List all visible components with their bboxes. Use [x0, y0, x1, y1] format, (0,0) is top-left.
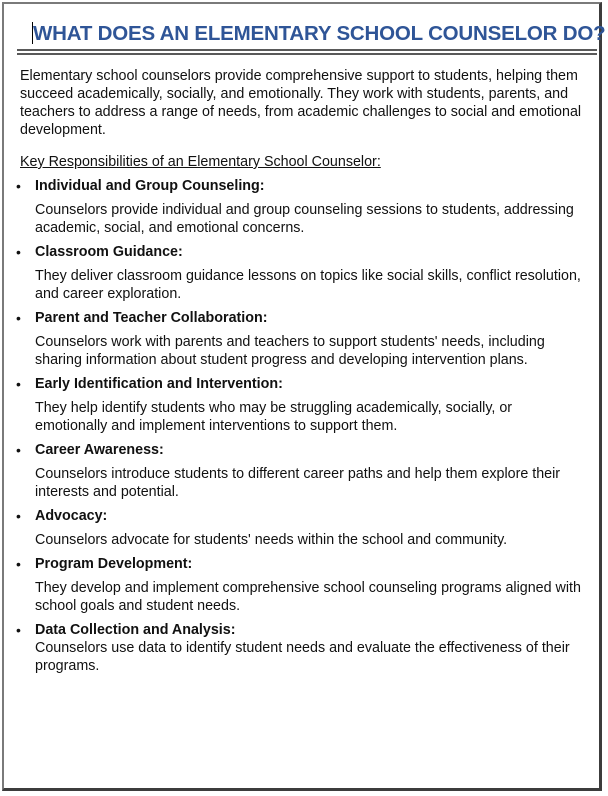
- list-item-title: Early Identification and Intervention:: [35, 376, 283, 392]
- bullet-icon: •: [16, 310, 21, 326]
- list-item[interactable]: [16, 375, 588, 435]
- title-underline-rule: [17, 49, 597, 51]
- intro-paragraph[interactable]: Elementary school counselors provide comprehensive support to students, helping them succeed academically, socially, and emotionally. They work with students, parents, and teachers to address a range of needs, from academic challenges to social and emotional development.: [20, 68, 582, 138]
- list-item[interactable]: [16, 507, 588, 549]
- list-item[interactable]: [16, 621, 588, 675]
- list-item-title: Data Collection and Analysis:: [35, 622, 236, 638]
- bullet-icon: •: [16, 442, 21, 458]
- list-item[interactable]: [16, 309, 588, 369]
- list-item-description: They help identify students who may be struggling academically, socially, or emotionally and implement interventions to support them.: [35, 400, 513, 434]
- list-item[interactable]: [16, 555, 588, 615]
- bullet-icon: •: [16, 178, 21, 194]
- list-item-title: Advocacy:: [35, 508, 108, 524]
- list-item-description: Counselors introduce students to different career paths and help them explore their interests and potential.: [35, 466, 561, 500]
- list-item-title: Individual and Group Counseling:: [35, 178, 265, 194]
- bullet-icon: •: [16, 556, 21, 572]
- list-item-title: Parent and Teacher Collaboration:: [35, 310, 268, 326]
- list-item-description: Counselors work with parents and teachers to support students' needs, including sharing information about student progress and developing intervention plans.: [35, 334, 545, 368]
- list-item[interactable]: [16, 243, 588, 303]
- bullet-icon: •: [16, 622, 21, 638]
- list-item[interactable]: [16, 177, 588, 237]
- bullet-icon: •: [16, 508, 21, 524]
- list-item-description: They deliver classroom guidance lessons on topics like social skills, conflict resolution, and career exploration.: [35, 268, 581, 302]
- page-title[interactable]: WHAT DOES AN ELEMENTARY SCHOOL COUNSELOR DO?: [33, 22, 606, 45]
- bullet-icon: •: [16, 376, 21, 392]
- list-item-description: Counselors advocate for students' needs within the school and community.: [35, 532, 508, 548]
- list-item[interactable]: [16, 441, 588, 501]
- section-heading[interactable]: Key Responsibilities of an Elementary School Counselor:: [20, 154, 381, 170]
- document-body[interactable]: [16, 67, 588, 681]
- list-item-description: Counselors use data to identify student needs and evaluate the effectiveness of their programs.: [35, 640, 570, 674]
- title-underline-rule-double: [17, 53, 597, 55]
- list-item-title: Classroom Guidance:: [35, 244, 183, 260]
- list-item-title: Program Development:: [35, 556, 193, 572]
- bullet-icon: •: [16, 244, 21, 260]
- title-block: [17, 19, 606, 56]
- responsibilities-list: [16, 177, 588, 675]
- document-page: [2, 2, 606, 791]
- list-item-description: Counselors provide individual and group counseling sessions to students, addressing academic, social, and emotional concerns.: [35, 202, 574, 236]
- list-item-title: Career Awareness:: [35, 442, 164, 458]
- list-item-description: They develop and implement comprehensive school counseling programs aligned with school goals and student needs.: [35, 580, 581, 614]
